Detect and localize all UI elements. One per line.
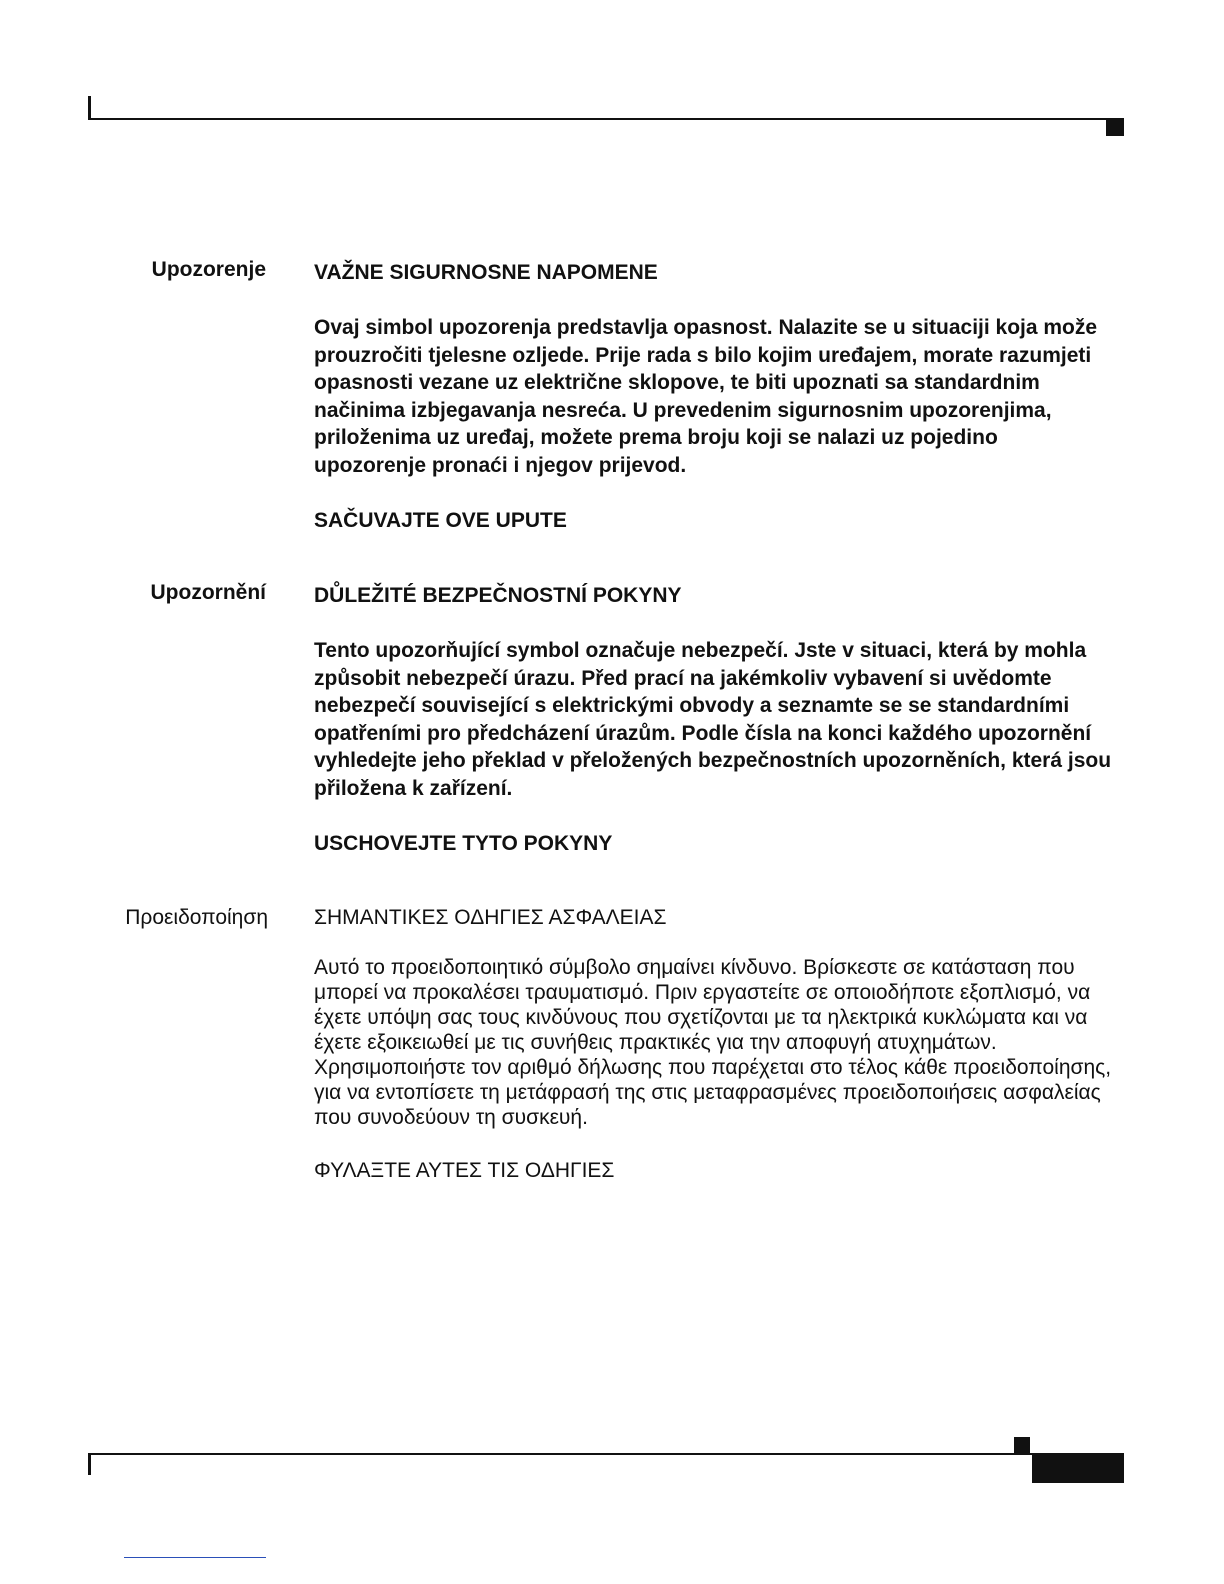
section-title-greek: ΣΗΜΑΝΤΙΚΕΣ ΟΔΗΓΙΕΣ ΑΣΦΑΛΕΙΑΣ xyxy=(314,906,667,929)
section-title-croatian: VAŽNE SIGURNOSNE NAPOMENE xyxy=(314,261,658,284)
footer-rule-tick xyxy=(88,1455,91,1475)
section-label-greek: Προειδοποίηση xyxy=(125,906,268,929)
section-closing-czech: USCHOVEJTE TYTO POKYNY xyxy=(314,832,613,855)
footer-page-tab xyxy=(1032,1455,1124,1483)
section-label-croatian: Upozorenje xyxy=(151,258,266,281)
section-body-czech: Tento upozorňující symbol označuje nebezpečí. Jste v situaci, která by mohla způsobit nebezpečí úrazu. Před prací na jakémkoliv vybavení si uvědomte nebezpečí související s elektrickými obvody a seznamte se se standardními opatřeními pro předcházení úrazům. Podle čísla na konci každého upozornění vyhledejte jeho překlad v přeložených bezpečnostních upozorněních, která jsou přiložena k zařízení. xyxy=(314,639,1112,800)
header-rule xyxy=(88,118,1124,120)
section-title-czech: DŮLEŽITÉ BEZPEČNOSTNÍ POKYNY xyxy=(314,584,682,607)
footer-link-underline[interactable] xyxy=(124,1557,266,1558)
header-marker xyxy=(1106,120,1124,136)
section-body-croatian: Ovaj simbol upozorenja predstavlja opasnost. Nalazite se u situaciji koja može prouzročiti tjelesne ozljede. Prije rada s bilo kojim uređajem, morate razumjeti opasnosti vezane uz električne sklopove, te biti upoznati sa standardnim načinima izbjegavanja nesreća. U prevedenim sigurnosnim upozorenjima, priloženima uz uređaj, možete prema broju koji se nalazi uz pojedino upozorenje pronaći i njegov prijevod. xyxy=(314,316,1098,477)
section-closing-greek: ΦΥΛΑΞΤΕ ΑΥΤΕΣ ΤΙΣ ΟΔΗΓΙΕΣ xyxy=(314,1159,615,1182)
footer-marker xyxy=(1014,1437,1030,1453)
header-rule-tick xyxy=(88,96,91,120)
section-body-greek: Αυτό το προειδοποιητικό σύμβολο σημαίνει κίνδυνο. Βρίσκεστε σε κατάσταση που μπορεί να προκαλέσει τραυματισμό. Πριν εργαστείτε σε οποιοδήποτε εξοπλισμό, να έχετε υπόψη σας τους κινδύνους που σχετίζονται με τα ηλεκτρικά κυκλώματα και να έχετε εξοικειωθεί με τις συνήθεις πρακτικές για την αποφυγή ατυχημάτων. Χρησιμοποιήστε τον αριθμό δήλωσης που παρέχεται στο τέλος κάθε προειδοποίησης, για να εντοπίσετε τη μετάφρασή της στις μεταφρασμένες προειδοποιήσεις ασφαλείας που συνοδεύουν τη συσκευή. xyxy=(314,956,1112,1129)
footer-rule xyxy=(88,1453,1124,1455)
section-closing-croatian: SAČUVAJTE OVE UPUTE xyxy=(314,509,567,532)
section-label-czech: Upozornění xyxy=(150,581,266,604)
